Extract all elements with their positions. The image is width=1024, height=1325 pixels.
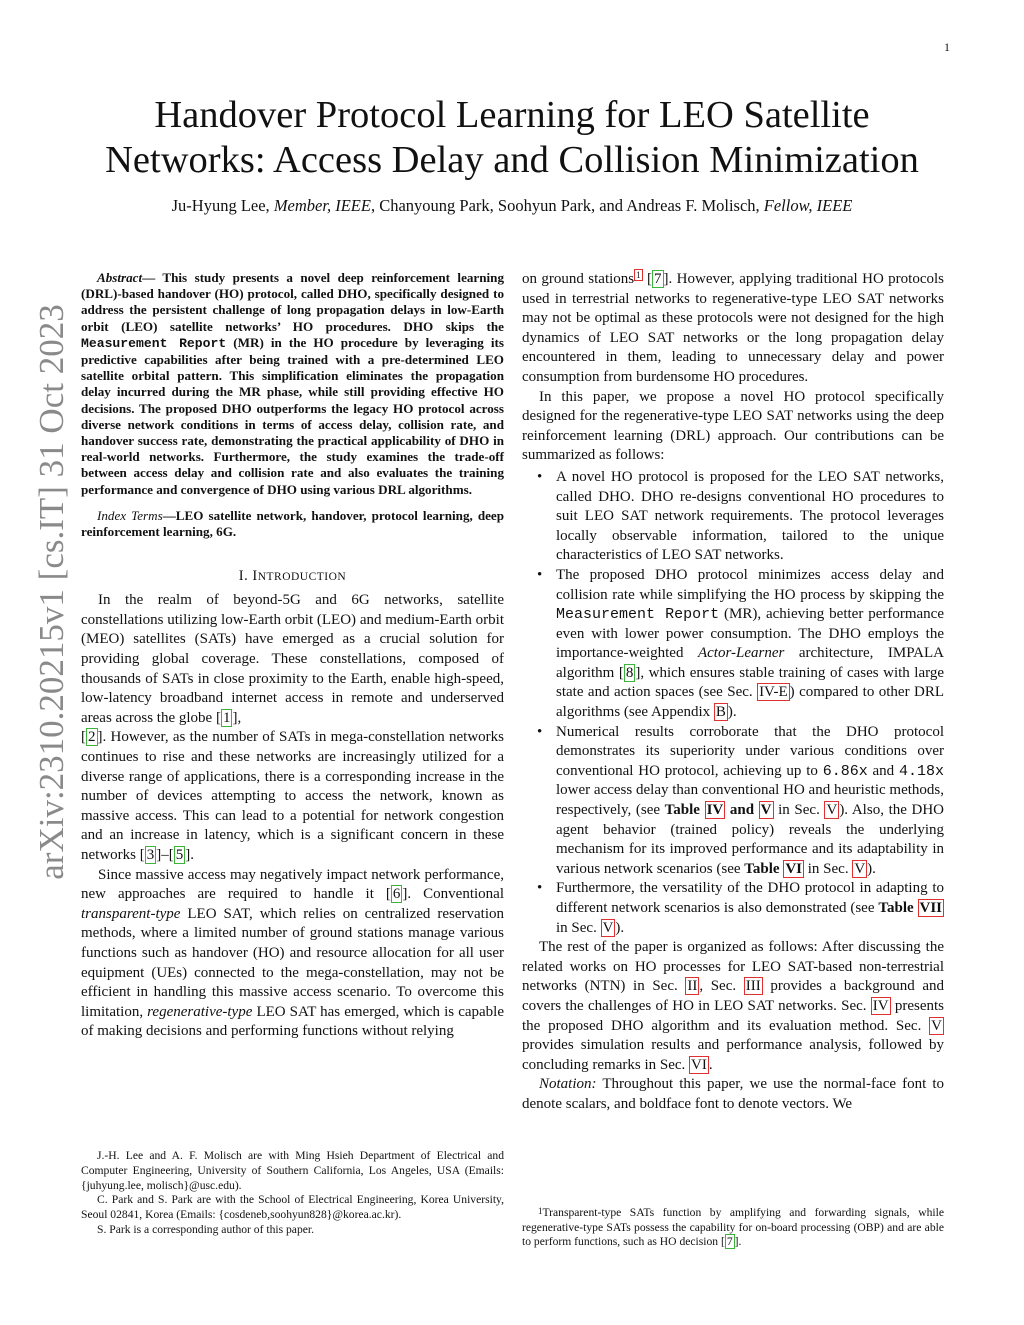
text: Furthermore, the versatility of the DHO protocol in adapting to different network scenarios is also demonstrated (see [556, 880, 944, 916]
page-number: 1 [944, 40, 950, 54]
abstract-dash: — [142, 270, 163, 285]
text: Transparent-type SATs function by amplifying and forwarding signals, while regenerative-type SATs possess the capability for on-board processing (OBP) and are able to perform functions, such as HO decision [522, 1206, 944, 1248]
text: . However, applying traditional HO protocols used in terrestrial networks to regenerative-type LEO SAT networks may not be optimal as these protocols were not designed for the high dynamics of LEO SAT networks or the long propagation delay encountered in them, leading to unnecessary delay and power consumption from burdensome HO procedures. [522, 271, 944, 385]
text: ). Also, the DHO agent behavior (trained policy) reveals the underlying mechanism for its improved performance and its adaptability in various network scenarios (see [556, 802, 945, 877]
citation-link[interactable]: 3 [146, 846, 155, 863]
section-link[interactable]: V [826, 802, 838, 819]
text: . [738, 1235, 742, 1248]
text: in Sec. [804, 860, 853, 877]
index-terms-text: —LEO satellite network, handover, protocol learning, deep reinforcement learning, 6G. [81, 507, 505, 540]
index-terms-label: Index Terms [97, 507, 163, 523]
text: Notation: [539, 1076, 597, 1093]
table-link[interactable]: VI [785, 860, 802, 877]
text: . [708, 1056, 713, 1073]
left-column [81, 270, 504, 1042]
text: 4.18x [898, 762, 944, 780]
text: The proposed DHO protocol minimizes access delay and collision rate while simplifying the HO process by skipping the [556, 566, 944, 603]
index-terms [81, 508, 504, 540]
text: in Sec. [773, 802, 825, 819]
bullet-icon: • [537, 468, 543, 485]
citation-link[interactable]: 5 [175, 846, 184, 863]
text: on ground stations [522, 271, 635, 287]
title-line-2: Networks: Access Delay and Collision Minimization [105, 139, 919, 181]
text: Measurement Report [556, 606, 720, 624]
text: provides a background and covers the challenges of HO in LEO SAT networks. Sec. [522, 978, 944, 1014]
text: in Sec. [556, 919, 601, 936]
abstract-term: Measurement Report [81, 335, 227, 351]
citation-link[interactable]: 8 [625, 664, 634, 681]
text [643, 271, 647, 287]
intro-paragraph-1: In the realm of beyond-5G and 6G networks, satellite constellations utilizing low-Earth orbit (LEO) and medium-Earth orbit (MEO) satellites (SATs) have emerged as a crucial solution for providing global coverage. These constellations, composed of thousands of SATs in close proximity to the Earth, enable high-speed, low-latency broadband internet access in remote and underserved areas across the globe [ 1 ], [ 2 ]. However, as the number of SATs in mega-constellation networks continues to rise and these networks are increasingly utilized for a diverse range of applications, there is a corresponding increase in the number of devices attempting to access the network, known as massive access. This can lead to a potential for network congestion and an increase in latency, which is a significant concern in these networks [ 3 ]–[ 5 ]. [81, 592, 504, 863]
right-column [522, 270, 944, 1115]
list-item: • The proposed DHO protocol minimizes access delay and collision rate while simplifying the HO process by skipping the Measurement Report (MR), achieving better performance even with lower power consumption. The DHO employs the importance-weighted Actor-Learner architecture, IMPALA algorithm [ 8 ], which ensures stable training of cases with large state and action spaces (see Sec. IV-E ) compared to other DRL algorithms (see Appendix B ). [537, 566, 944, 721]
text: architecture, IMPALA algorithm [556, 645, 944, 681]
affiliation-footnote: J.-H. Lee and A. F. Molisch are with Ming Hsieh Department of Electrical and Computer Engineering, University of Southern California, Los Angeles, USA (Emails: {juhyung.lee, molisch}@usc.edu). [81, 1149, 504, 1192]
section-link[interactable]: V [854, 860, 866, 877]
text: (MR), achieving better performance even with lower power consumption. The DHO employs the importance-weighted [556, 606, 944, 662]
citation-link[interactable]: 2 [88, 729, 96, 746]
text: lower access delay than conventional HO and heuristic methods, respectively, (see [556, 782, 944, 819]
list-item [522, 468, 944, 566]
text: Table [664, 802, 705, 819]
paper-title [40, 93, 984, 183]
table-link[interactable]: IV [706, 802, 724, 819]
text: and [725, 802, 759, 819]
text: The rest of the paper is organized as follows: After discussing the related works on HO processes for LEO SAT-based non-terrestrial networks (NTN) in Sec. [522, 939, 944, 995]
affiliation-footnotes [81, 1149, 504, 1238]
section-number: I. [238, 568, 253, 585]
title-line-1: Handover Protocol Learning for LEO Satellite [154, 94, 870, 136]
text: . [190, 846, 194, 863]
bullet-icon: • [537, 566, 543, 583]
abstract-label: Abstract [97, 270, 143, 285]
citation-link[interactable]: 1 [222, 709, 231, 726]
section-link[interactable]: IV [872, 997, 889, 1014]
text: 6.86x [822, 762, 868, 780]
table-link[interactable]: V [760, 802, 772, 819]
table-link[interactable]: VII [919, 900, 943, 916]
text: provides simulation results and performance analysis, followed by concluding remarks in Sec. [522, 1037, 944, 1073]
section-link[interactable]: IV-E [759, 684, 788, 701]
text: – [161, 846, 169, 863]
author-text: Ju-Hyung Lee, [171, 196, 274, 215]
text: , which ensures stable training of cases with large state and action spaces (see Sec. [556, 664, 944, 701]
footnote-1: $^1$Transparent-type SATs function by amplifying and forwarding signals, while regenerative-type SATs possess the capability for on-board processing (OBP) and are able to perform functions, such as HO decision [ 7 ]. [522, 1206, 944, 1248]
intro-paragraph-2: Since massive access may negatively impact network performance, new approaches are required to handle it [ 6 ]. Conventional transparent-type LEO SAT, which relies on centralized reservation methods, where a limited number of ground stations manage various functions such as handover (HO) and resource allocation for all user equipment (UEs) connected to the mega-constellation, may not be efficient in handling this massive access scenario. To overcome this limitation, regenerative-type LEO SAT has emerged, which is capable of making decisions and performing functions without relying [81, 866, 504, 1040]
footnote-marker[interactable]: 1 [636, 270, 641, 280]
footnote-mark: 1 [538, 1206, 543, 1216]
citation-link[interactable]: 6 [392, 886, 401, 903]
author-role: Member, IEEE [273, 196, 371, 215]
abstract-text: (MR) in the HO procedure by leveraging its predictive capabilities after being trained with a pre-determined LEO satellite orbital pattern. This simplification eliminates the propagation delay incurred during the MR phase, while still providing effective HO decisions. The proposed DHO outperforms the legacy HO protocol across diverse network conditions in terms of access delay, collision rate, and handover success rate, demonstrating the practical applicability of DHO in real-world networks. Furthermore, the study examines the trade-off between access delay and collision rate and also evaluates the training performance and convergence of DHO using various DRL algorithms. [81, 334, 504, 497]
author-list [40, 196, 984, 216]
section-link[interactable]: V [931, 1017, 942, 1034]
text: transparent-type [81, 905, 181, 922]
text: regenerative-type [147, 1003, 253, 1020]
appendix-link[interactable]: B [715, 704, 726, 721]
right-paragraph-2: In this paper, we propose a novel HO protocol specifically designed for the regenerative-type LEO SAT networks using the deep reinforcement learning (DRL) approach. Our contributions can be summarized as follows: [522, 388, 944, 464]
list-item [522, 879, 944, 938]
text: ). [615, 919, 625, 936]
text: Throughout this paper, we use the normal-face font to denote scalars, and boldface font to denote vectors. We [522, 1076, 944, 1112]
text: LEO SAT has emerged, which is capable of making decisions and performing functions without relying [81, 1003, 504, 1040]
text: In the realm of beyond-5G and 6G networks, satellite constellations utilizing low-Earth orbit (LEO) and medium-Earth orbit (MEO) satellites (SATs) have emerged as a crucial solution for providing global coverage. These constellations, composed of thousands of SATs in close proximity to the Earth, enable high-speed, low-latency broadband internet access in remote and underserved areas across the globe [81, 592, 504, 726]
section-link[interactable]: II [687, 978, 698, 995]
author-role: Fellow, IEEE [763, 196, 853, 215]
text: A novel HO protocol is proposed for the LEO SAT networks, called DHO. DHO re-designs conventional HO procedures to suit LEO SAT network requirements. The protocol leverages locally observable information, tailored to the unique characteristics of LEO SAT networks. [556, 468, 944, 564]
text: Table [744, 860, 784, 877]
affiliation-footnote: C. Park and S. Park are with the School of Electrical Engineering, Korea University, Seoul 02841, Korea (Emails: {cosdeneb,soohyun828}@korea.ac.kr). [81, 1193, 504, 1222]
text: presents the proposed DHO algorithm and its evaluation method. Sec. [522, 997, 944, 1034]
text: Since massive access may negatively impact network performance, new approaches are required to handle it [81, 866, 504, 903]
section-link[interactable]: V [602, 919, 614, 936]
citation-link[interactable]: 7 [654, 271, 662, 287]
contribution-list [522, 468, 944, 938]
author-text: , Chanyoung Park, Soohyun Park, and Andreas F. Molisch, [370, 196, 764, 215]
arxiv-identifier-stamp[interactable]: arXiv:2310.20215v1 [cs.IT] 31 Oct 2023 [32, 304, 71, 880]
text: Table [878, 900, 918, 916]
section-title-initial: I [252, 568, 258, 585]
bullet-icon: • [537, 880, 543, 897]
section-title-rest: NTRODUCTION [257, 571, 347, 584]
right-paragraph-1: on ground stations $^1$ [ 7 ]. However, applying traditional HO protocols used in terrestrial networks to regenerative-type LEO SAT networks may not be optimal as these protocols were not designed for the high dynamics of LEO SAT networks or the long propagation delay encountered in them, leading to unnecessary delay and power consumption from burdensome HO procedures. [522, 270, 944, 385]
text: ). [727, 704, 737, 721]
text: . However, as the number of SATs in mega-constellation networks continues to rise and these networks are increasingly utilized for a diverse range of applications, there is a corresponding increase in the number of devices attempting to access the network, known as massive access. This can lead to a potential for network congestion and an increase in latency, which is a significant concern in these networks [81, 729, 504, 863]
list-item [522, 723, 944, 880]
text: Actor-Learner [697, 645, 785, 662]
section-link[interactable]: III [745, 978, 761, 995]
citation-link[interactable]: 7 [726, 1235, 733, 1248]
section-link[interactable]: VI [691, 1056, 707, 1073]
text: . Conventional [407, 886, 504, 903]
abstract-text: This study presents a novel deep reinforcement learning (DRL)-based handover (HO) protocol, called DHO, specifically designed to address the persistent challenge of long propagation delays in low-Earth orbit (LEO) satellite networks’ HO procedures. DHO skips the [81, 270, 504, 334]
text: and [867, 762, 899, 779]
right-paragraph-3 [522, 938, 944, 1075]
bullet-icon: • [537, 723, 543, 740]
affiliation-footnote: S. Park is a corresponding author of this paper. [97, 1222, 315, 1236]
text: Numerical results corroborate that the DHO protocol demonstrates its superiority under various conditions over conventional HO protocol, achieving up to [556, 723, 944, 779]
text: , Sec. [699, 978, 744, 995]
right-paragraph-4 [522, 1075, 944, 1114]
text: LEO SAT, which relies on centralized reservation methods, where a limited number of ground stations manage various functions such as handover (HO) and resource allocation for all user equipment (UEs) connected to the mega-constellation, may not be efficient in handling this massive access scenario. To overcome this limitation, [81, 905, 504, 1020]
abstract [81, 270, 504, 498]
text: ). [867, 860, 876, 877]
text: ) compared to other DRL algorithms (see Appendix [556, 684, 944, 721]
section-heading [81, 568, 504, 585]
